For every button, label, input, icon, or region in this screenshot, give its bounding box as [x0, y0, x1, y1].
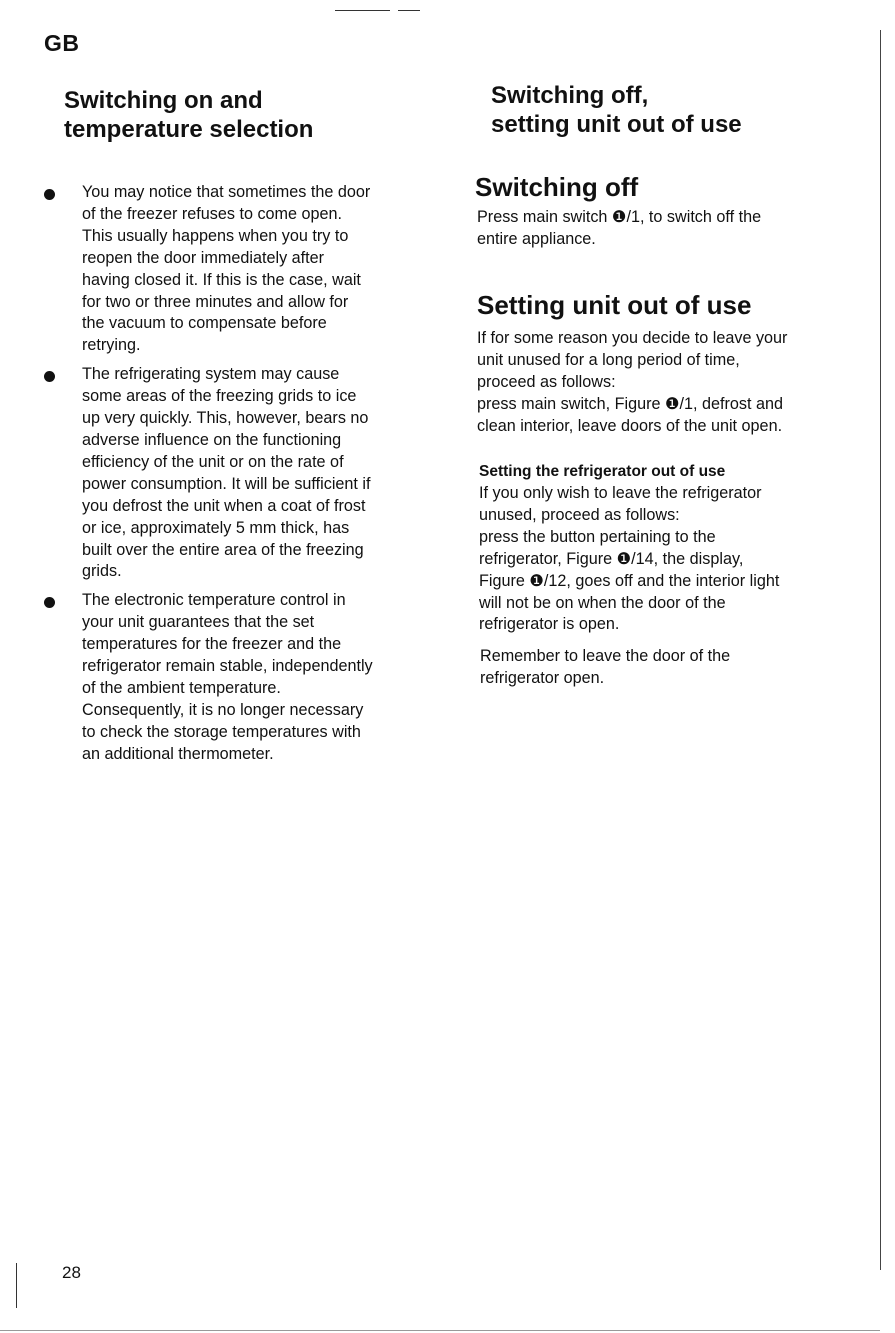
fridge-out-of-use-text — [479, 483, 779, 636]
text-line: refrigerator, Figure ❶/14, the display, — [479, 549, 744, 568]
bullet-line: for two or three minutes and allow for — [82, 292, 349, 311]
bullet-line: up very quickly. This, however, bears no — [82, 409, 369, 428]
text-line: refrigerator open. — [480, 668, 605, 687]
bullet-line: or ice, approximately 5 mm thick, has — [82, 518, 350, 537]
bullet-line: reopen the door immediately after — [82, 248, 325, 267]
bullet-line: having closed it. If this is the case, wait — [82, 270, 361, 289]
text-line: will not be on when the door of the — [479, 593, 726, 612]
out-of-use-heading: Setting unit out of use — [477, 290, 752, 320]
bullet-line: You may notice that sometimes the door — [82, 183, 371, 201]
bullet-line: This usually happens when you try to — [82, 226, 349, 245]
bullet-line: retrying. — [82, 336, 141, 355]
bullet-line: to check the storage temperatures with — [82, 722, 361, 741]
bullet-door-vacuum — [44, 182, 444, 357]
bullet-line: your unit guarantees that the set — [82, 613, 315, 632]
bullet-line: of the freezer refuses to come open. — [82, 204, 343, 223]
right-title-line: Switching off, — [491, 82, 649, 109]
bullet-line: an additional thermometer. — [82, 744, 274, 763]
instruction-bullet-list — [44, 182, 444, 773]
text-line: Figure ❶/12, goes off and the interior light — [479, 571, 780, 590]
margin-rule — [16, 1263, 17, 1308]
left-title-line: Switching on and — [64, 87, 263, 114]
left-title-line: temperature selection — [64, 116, 314, 143]
bullet-line: Consequently, it is no longer necessary — [82, 700, 364, 719]
bottom-edge-line — [0, 1330, 880, 1331]
right-title-line: setting unit out of use — [491, 111, 742, 138]
text-line: press main switch, Figure ❶/1, defrost and — [477, 394, 784, 413]
text-line: If you only wish to leave the refrigerator — [479, 484, 762, 502]
text-line: proceed as follows: — [477, 372, 616, 391]
bullet-dot-icon — [44, 189, 55, 200]
page-edge-line — [880, 30, 881, 1270]
text-line: refrigerator is open. — [479, 615, 620, 634]
bullet-line: you defrost the unit when a coat of frost — [82, 496, 366, 515]
bullet-line: grids. — [82, 562, 122, 581]
text-line: Press main switch ❶/1, to switch off the — [477, 208, 762, 226]
bullet-line: temperatures for the freezer and the — [82, 635, 342, 654]
bullet-line: of the ambient temperature. — [82, 678, 281, 697]
page-number: 28 — [62, 1263, 81, 1282]
language-code: GB — [44, 30, 80, 56]
bullet-line: efficiency of the unit or on the rate of — [82, 452, 344, 471]
scan-rule — [335, 10, 390, 11]
bullet-line: power consumption. It will be sufficient if — [82, 474, 371, 493]
bullet-dot-icon — [44, 371, 55, 382]
bullet-line: some areas of the freezing grids to ice — [82, 387, 357, 406]
text-line: Remember to leave the door of the — [480, 647, 731, 665]
scan-rule — [398, 10, 420, 11]
remember-note — [480, 646, 730, 690]
text-line: clean interior, leave doors of the unit open. — [477, 416, 783, 435]
bullet-line: adverse influence on the functioning — [82, 430, 342, 449]
bullet-dot-icon — [44, 597, 55, 608]
text-line: unit unused for a long period of time, — [477, 350, 740, 369]
out-of-use-text — [477, 328, 787, 438]
text-line: unused, proceed as follows: — [479, 505, 680, 524]
switching-off-heading: Switching off — [475, 172, 639, 202]
bullet-freezing-grids — [44, 364, 444, 583]
left-section-title — [64, 86, 313, 144]
right-section-title — [491, 81, 742, 139]
bullet-line: the vacuum to compensate before — [82, 314, 327, 333]
bullet-line: The refrigerating system may cause — [82, 365, 340, 384]
fridge-out-of-use-heading: Setting the refrigerator out of use — [479, 463, 726, 480]
text-line: press the button pertaining to the — [479, 527, 716, 546]
bullet-line: The electronic temperature control in — [82, 591, 346, 610]
bullet-line: refrigerator remain stable, independently — [82, 657, 373, 676]
switching-off-text — [477, 207, 761, 251]
bullet-line: built over the entire area of the freezing — [82, 540, 364, 559]
text-line: entire appliance. — [477, 229, 596, 248]
bullet-temperature-control — [44, 590, 444, 765]
text-line: If for some reason you decide to leave your — [477, 329, 788, 347]
